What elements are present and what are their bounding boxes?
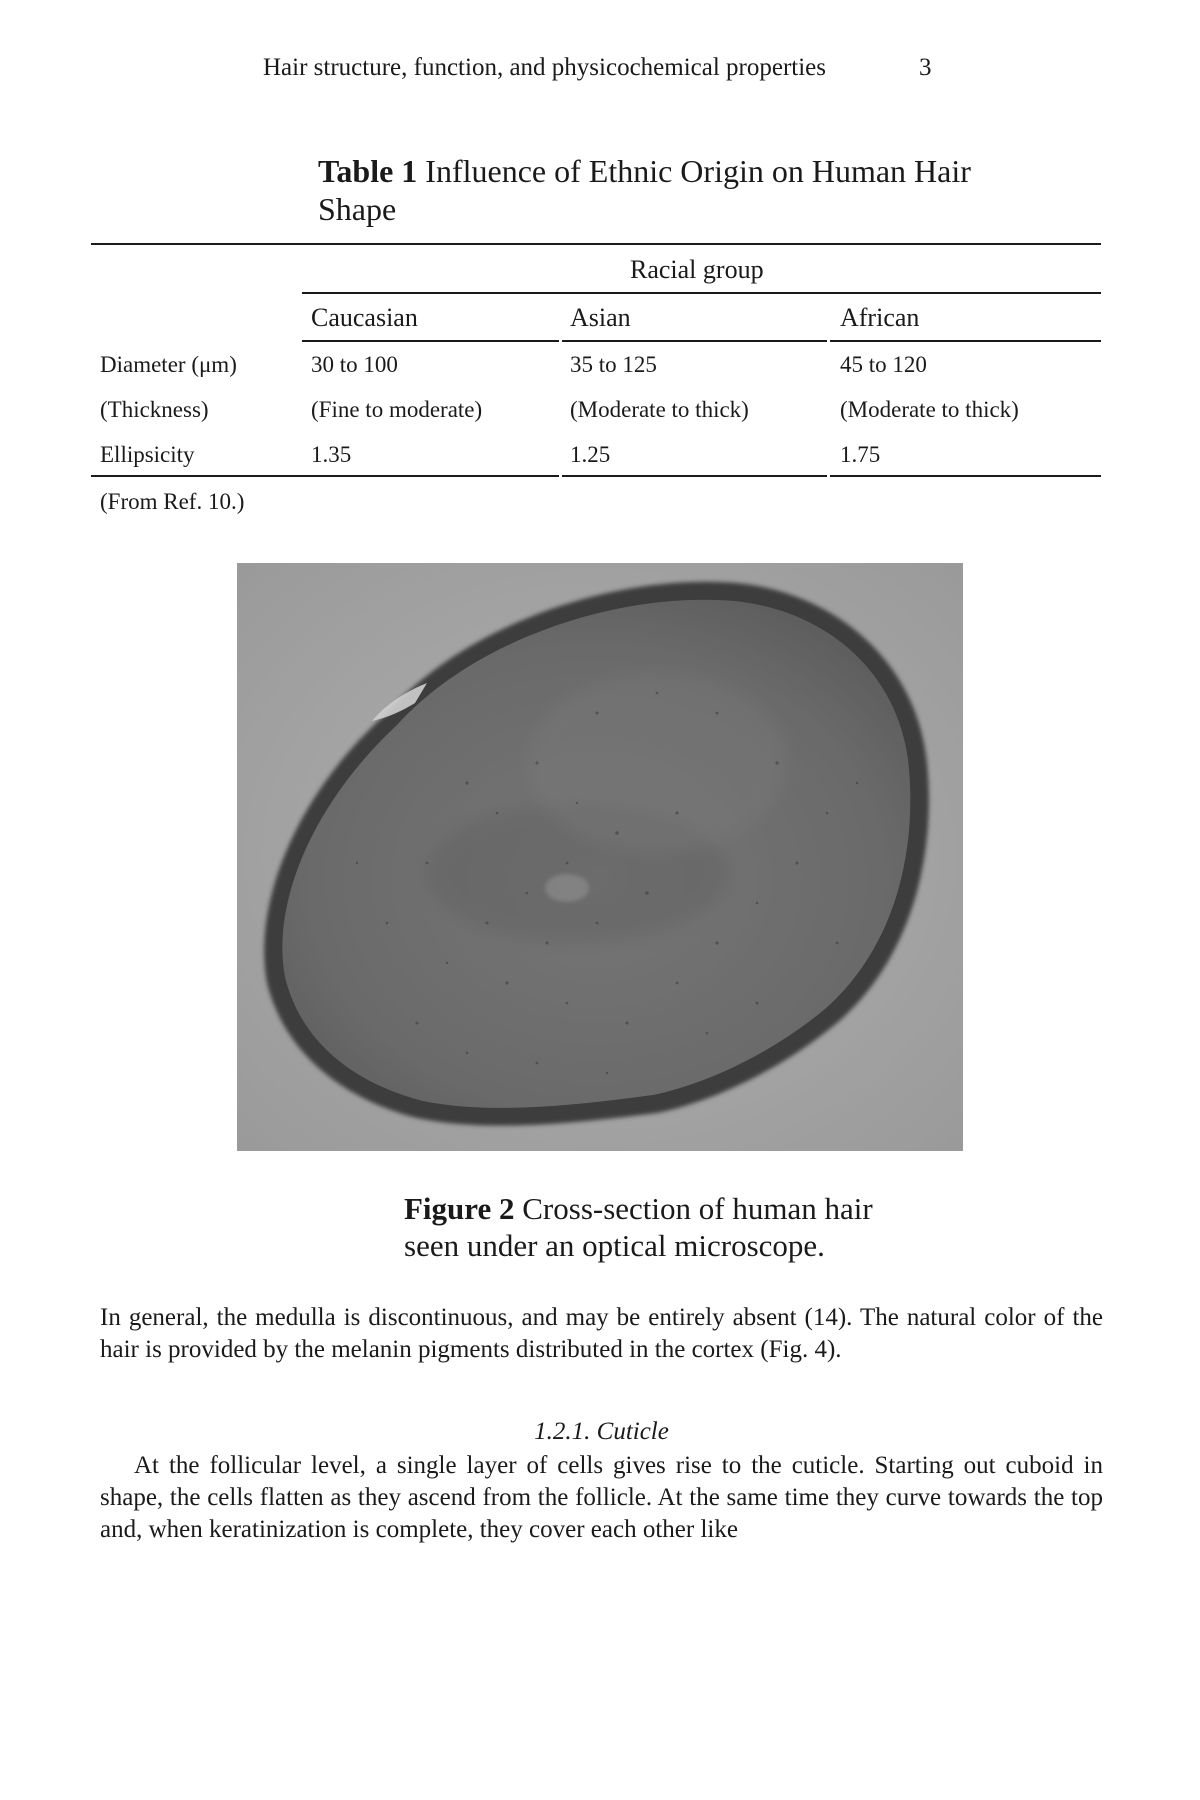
cell-diameter-asian: 35 to 125 bbox=[570, 352, 657, 377]
running-head bbox=[263, 54, 943, 82]
body-paragraph-2: At the follicular level, a single layer of cells gives rise to the cuticle. Starting out cuboid in shape, the cells flatten as they ascend from the follicle. At the same time they curve towards the top and, when keratinization is complete, they cover each other like bbox=[100, 1452, 1103, 1543]
cell-thickness-caucasian: (Fine to moderate) bbox=[311, 397, 483, 422]
table-label: Table 1 bbox=[318, 153, 418, 189]
column-header-rule-3 bbox=[830, 340, 1101, 342]
cell-thickness-asian: (Moderate to thick) bbox=[570, 397, 749, 422]
figure-caption-line2: seen under an optical microscope. bbox=[404, 1228, 825, 1263]
table-bottom-rule-1 bbox=[91, 475, 559, 477]
row-label-diameter: Diameter (μm) bbox=[100, 352, 237, 377]
column-header-african: African bbox=[840, 303, 920, 332]
cell-ellipsicity-african: 1.75 bbox=[840, 442, 881, 467]
table-bottom-rule-3 bbox=[830, 475, 1101, 477]
table-caption: Influence of Ethnic Origin on Human Hair Shape bbox=[318, 153, 971, 227]
hair-cross-section-image bbox=[237, 563, 963, 1151]
figure-caption-line1: Cross-section of human hair bbox=[522, 1191, 873, 1226]
cell-ellipsicity-caucasian: 1.35 bbox=[311, 442, 352, 467]
group-header: Racial group bbox=[630, 255, 764, 284]
figure-caption bbox=[404, 1190, 964, 1264]
group-header-rule bbox=[302, 292, 1101, 294]
table-title bbox=[318, 152, 1038, 228]
cell-ellipsicity-asian: 1.25 bbox=[570, 442, 611, 467]
table-bottom-rule-2 bbox=[562, 475, 827, 477]
column-header-rule-1 bbox=[302, 340, 559, 342]
cell-diameter-african: 45 to 120 bbox=[840, 352, 927, 377]
cell-diameter-caucasian: 30 to 100 bbox=[311, 352, 398, 377]
column-header-caucasian: Caucasian bbox=[311, 303, 418, 332]
running-head-title: Hair structure, function, and physicochemical properties bbox=[263, 54, 827, 81]
row-label-ellipsicity: Ellipsicity bbox=[100, 442, 195, 467]
page-number: 3 bbox=[919, 54, 932, 81]
cell-thickness-african: (Moderate to thick) bbox=[840, 397, 1019, 422]
table-top-rule bbox=[91, 243, 1101, 245]
section-heading: 1.2.1. Cuticle bbox=[534, 1418, 669, 1445]
column-header-asian: Asian bbox=[570, 303, 631, 332]
body-paragraph-1: In general, the medulla is discontinuous, and may be entirely absent (14). The natural color of the hair is provided by the melanin pigments distributed in the cortex (Fig. 4). bbox=[100, 1304, 1103, 1363]
figure-label: Figure 2 bbox=[404, 1191, 515, 1226]
row-label-thickness: (Thickness) bbox=[100, 397, 209, 422]
column-header-rule-2 bbox=[562, 340, 827, 342]
table-source-note: (From Ref. 10.) bbox=[100, 489, 245, 514]
